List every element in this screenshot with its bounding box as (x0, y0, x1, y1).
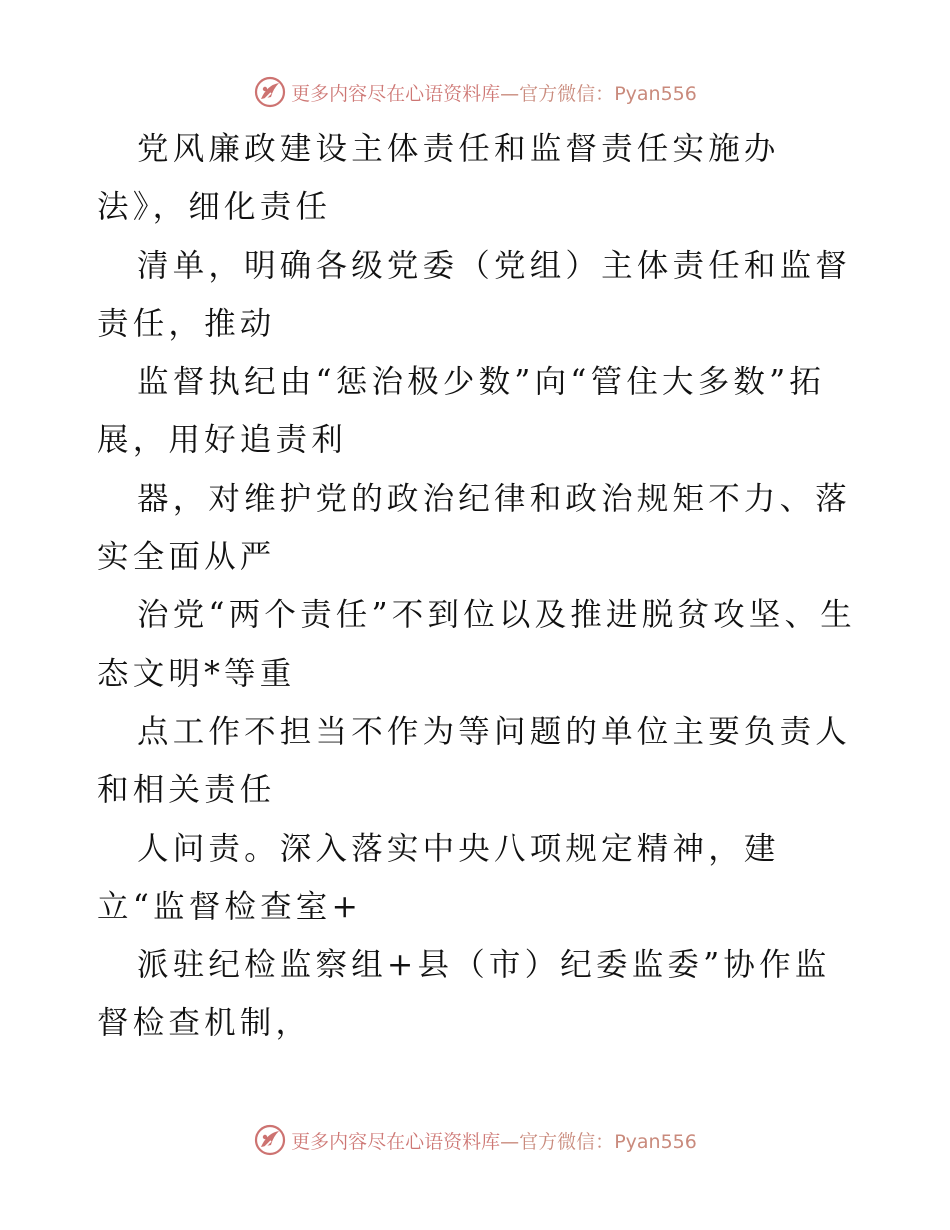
document-body (97, 120, 857, 1053)
paragraph: 监督执纪由“惩治极少数”向“管住大多数”拓展，用好追责利 (97, 364, 826, 459)
paragraph: 点工作不担当不作为等问题的单位主要负责人和相关责任 (97, 713, 852, 809)
watermark-dash: — (500, 1130, 520, 1153)
watermark-main: 更多内容尽在心语资料库 (291, 82, 501, 105)
watermark-text (291, 1127, 697, 1154)
paragraph: 人问责。深入落实中央八项规定精神，建立“监督检查室+ (97, 830, 780, 925)
watermark-id: Pyan556 (614, 1130, 697, 1153)
watermark-dash: — (500, 82, 520, 105)
paragraph: 清单，明确各级党委（党组）主体责任和监督责任，推动 (97, 247, 852, 342)
paragraph: 器，对维护党的政治纪律和政治规矩不力、落实全面从严 (97, 480, 852, 576)
paragraph: 党风廉政建设主体责任和监督责任实施办法》，细化责任 (97, 131, 780, 226)
watermark-text (291, 79, 697, 106)
watermark-main: 更多内容尽在心语资料库 (291, 1130, 501, 1153)
watermark-id: Pyan556 (614, 82, 697, 105)
watermark-suffix: 官方微信： (519, 82, 615, 105)
header-watermark (0, 72, 950, 112)
watermark-suffix: 官方微信： (519, 1130, 615, 1153)
pen-nib-logo-icon (253, 1123, 287, 1157)
paragraph: 派驻纪检监察组+县（市）纪委监委”协作监督检查机制， (97, 947, 831, 1042)
pen-nib-logo-icon (253, 75, 287, 109)
paragraph: 治党“两个责任”不到位以及推进脱贫攻坚、生态文明*等重 (97, 597, 856, 692)
footer-watermark (0, 1120, 950, 1160)
